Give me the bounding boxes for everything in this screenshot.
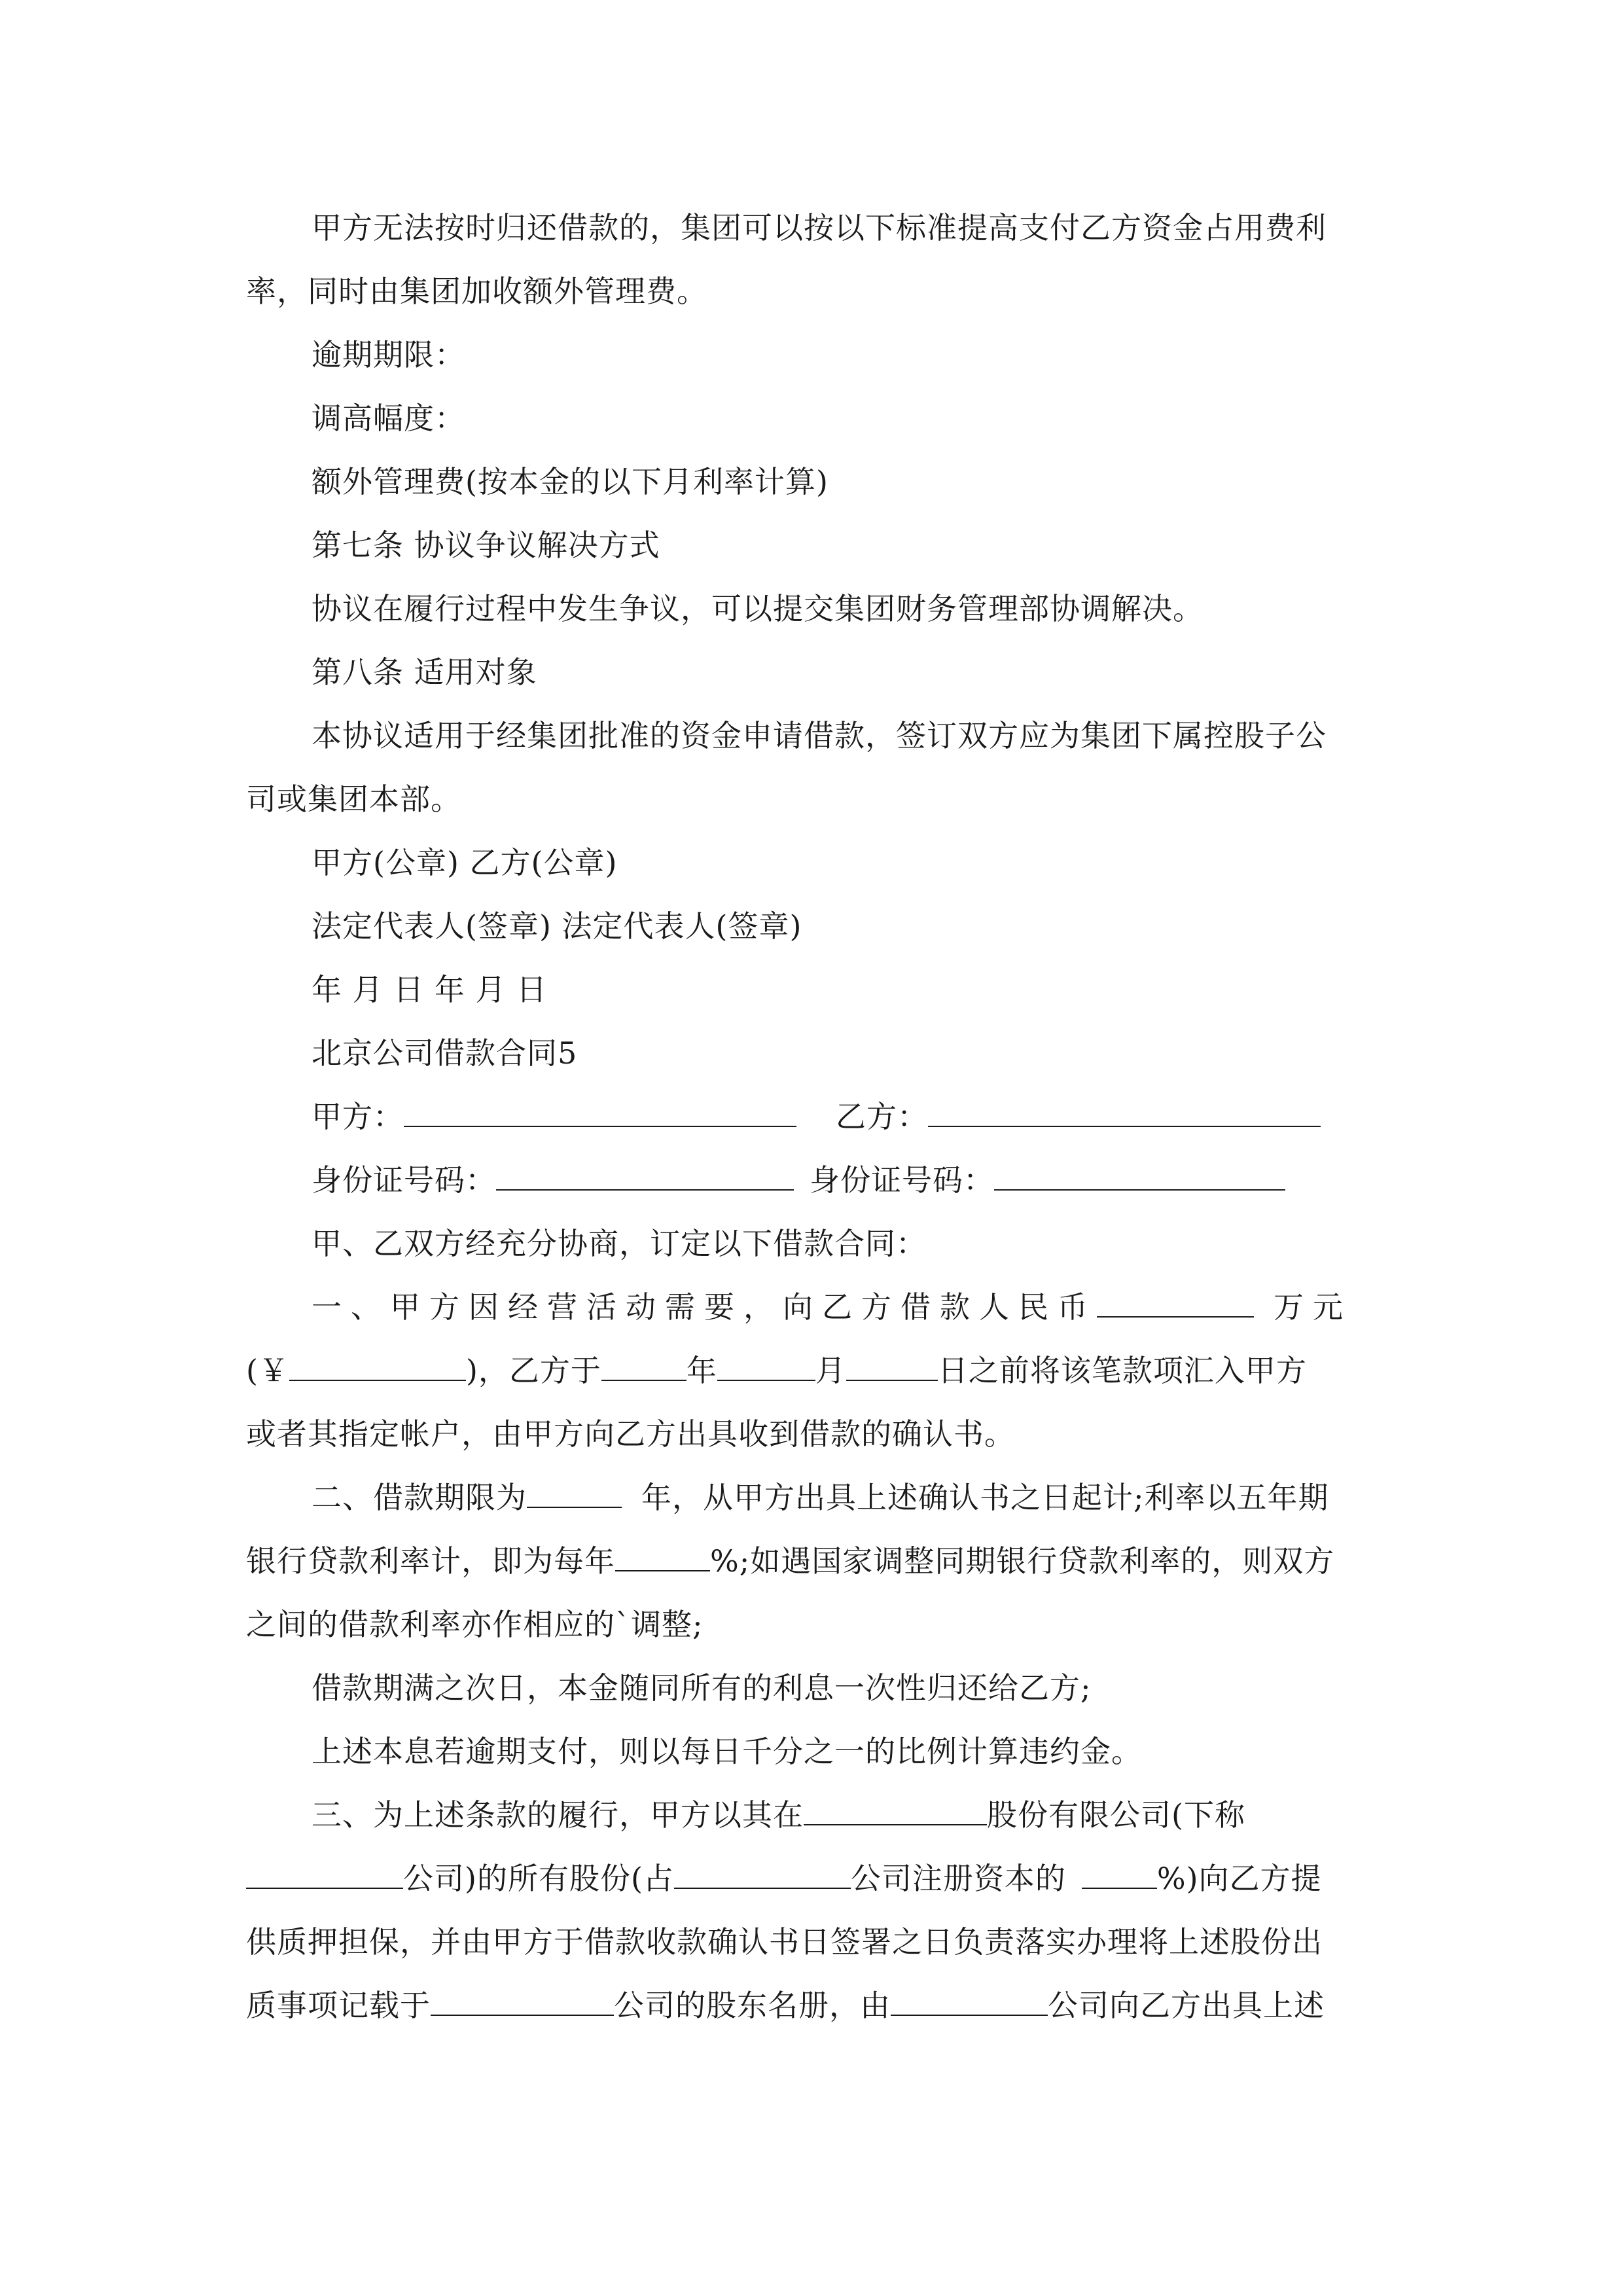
company-short-blank: [246, 1859, 403, 1889]
clause-1-line: 或者其指定帐户，由甲方向乙方出具收到借款的确认书。: [246, 1416, 1015, 1452]
party-b-label: 乙方：: [836, 1099, 928, 1134]
clause-3-text: 股份有限公司(下称: [987, 1797, 1245, 1833]
paragraph-line: 逾期期限：: [312, 337, 465, 372]
party-a-id-label: 身份证号码：: [312, 1162, 496, 1198]
clause-3-text: 公司向乙方出具上述: [1048, 1988, 1325, 2023]
clause-1-text: 月: [815, 1353, 846, 1388]
intro-line: 甲、乙双方经充分协商，订定以下借款合同：: [312, 1226, 927, 1261]
party-a-id-blank: [496, 1160, 794, 1191]
paragraph-line: 甲方无法按时归还借款的，集团可以按以下标准提高支付乙方资金占用费利: [312, 210, 1327, 245]
month-blank: [717, 1351, 815, 1381]
clause-3-line: 供质押担保，并由甲方于借款收款确认书日签署之日负责落实办理将上述股份出: [246, 1924, 1323, 1960]
party-a-blank: [404, 1097, 796, 1127]
clause-2-line: 上述本息若逾期支付，则以每日千分之一的比例计算违约金。: [312, 1734, 1142, 1769]
paragraph-line: 额外管理费(按本金的以下月利率计算): [312, 464, 829, 499]
party-b-id-blank: [994, 1160, 1285, 1191]
clause-1-text: 日之前将该笔款项汇入甲方: [937, 1353, 1307, 1388]
clause-1-line: [246, 1276, 1378, 1339]
id-number-line: [246, 1149, 1378, 1212]
rate-blank: [615, 1541, 710, 1571]
clause-1-text: )，乙方于: [465, 1353, 601, 1388]
clause-3-text: 质事项记载于: [246, 1988, 431, 2023]
signature-line: 法定代表人(签章) 法定代表人(签章): [312, 908, 802, 944]
clause-2-line: [246, 1530, 1378, 1593]
paragraph-line: 本协议适用于经集团批准的资金申请借款，签订双方应为集团下属控股子公: [312, 718, 1327, 753]
clause-3-text: %)向乙方提: [1156, 1861, 1322, 1896]
company-blank: [804, 1795, 987, 1825]
clause-2-line: 之间的借款利率亦作相应的`调整;: [246, 1607, 704, 1642]
article-heading: 第七条 协议争议解决方式: [312, 528, 660, 563]
clause-2-text: %;如遇国家调整同期银行贷款利率的，则双方: [710, 1543, 1335, 1579]
paragraph-line: 司或集团本部。: [246, 781, 461, 817]
clause-3-text: 三、为上述条款的履行，甲方以其在: [312, 1797, 804, 1833]
company-blank: [431, 1986, 614, 2016]
company-blank: [674, 1859, 851, 1889]
year-blank: [601, 1351, 687, 1381]
amount-figure-blank: [289, 1351, 466, 1381]
date-line: 年 月 日 年 月 日: [312, 972, 548, 1007]
term-blank: [527, 1478, 622, 1508]
parties-line: [246, 1085, 1378, 1149]
clause-2-line: [246, 1466, 1378, 1530]
clause-1-text: 一、甲方因经营活动需要，向乙方借款人民币: [312, 1289, 1097, 1325]
amount-blank: [1097, 1287, 1254, 1318]
clause-1-text: (￥: [246, 1353, 289, 1388]
clause-3-line: [246, 1847, 1378, 1910]
clause-3-line: [246, 1974, 1378, 2037]
party-a-label: 甲方：: [312, 1099, 404, 1134]
day-blank: [846, 1351, 938, 1381]
clause-3-text: 公司注册资本的: [850, 1861, 1066, 1896]
paragraph-line: 协议在履行过程中发生争议，可以提交集团财务管理部协调解决。: [312, 591, 1204, 626]
clause-3-text: 公司的股东名册，由: [614, 1988, 891, 2023]
article-heading: 第八条 适用对象: [312, 655, 537, 690]
company-blank: [891, 1986, 1048, 2016]
party-b-id-label: 身份证号码：: [810, 1162, 994, 1198]
paragraph-line: 调高幅度：: [312, 401, 465, 436]
paragraph-line: 率，同时由集团加收额外管理费。: [246, 274, 707, 309]
clause-2-text: 银行贷款利率计，即为每年: [246, 1543, 615, 1579]
clause-3-line: [246, 1784, 1378, 1847]
share-percent-blank: [1082, 1859, 1157, 1889]
section-title: 北京公司借款合同5: [312, 1035, 578, 1071]
clause-2-text: 年，从甲方出具上述确认书之日起计;利率以五年期: [641, 1480, 1329, 1515]
seal-line: 甲方(公章) 乙方(公章): [312, 845, 618, 880]
party-b-blank: [928, 1097, 1321, 1127]
clause-2-line: 借款期满之次日，本金随同所有的利息一次性归还给乙方;: [312, 1670, 1092, 1706]
clause-3-text: 公司)的所有股份(占: [403, 1861, 674, 1896]
clause-1-unit: 万元: [1274, 1289, 1352, 1325]
clause-1-line: [246, 1339, 1378, 1403]
clause-1-text: 年: [686, 1353, 717, 1388]
document-body: [246, 196, 1378, 2037]
clause-2-text: 二、借款期限为: [312, 1480, 527, 1515]
